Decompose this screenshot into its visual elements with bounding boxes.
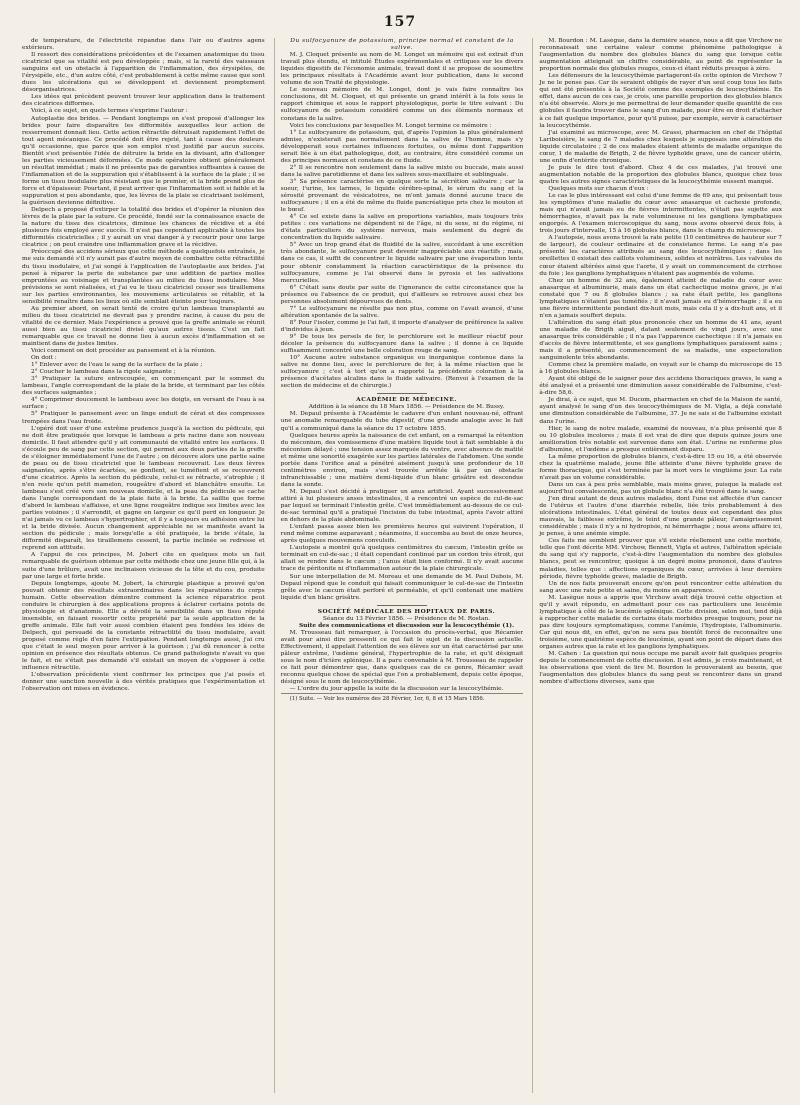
- footnote: (1) Suite. — Voir les numéros des 28 Février, 1er, 6, 8 et 15 Mars 1856.: [281, 693, 524, 703]
- paragraph: 8° Pour l'isoler, comme je l'ai fait, il importe d'analyser de préférence la salive d'individus à jeun.: [280, 319, 524, 333]
- academy-report: [281, 411, 524, 601]
- paragraph: Dans un cas à peu près semblable, mais moins grave, puisque la malade est aujourd'hui convalescente, pas un globule blanc n'a été trouvé dans le sang.: [539, 481, 783, 495]
- paragraph: M. J. Cloquet présente au nom de M. Longet un mémoire qui est extrait d'un travail plus étendu, et intitulé Études expérimentales et critiques sur les divers liquides digestifs de l'économie animale, travail dont il se propose de soumettre les principaux résultats à l'Académie avant leur publication, dans le second volume de son Traité de physiologie.: [280, 52, 524, 87]
- paragraph: 5° Avec un trop grand état de fluidité de la salive, succédant à une excrétion très abondante, le sulfocyanure peut devenir inappréciable aux réactifs ; mais, dans ce cas, il suffit de concentrer le liquide salivaire par une évaporation lente pour obtenir constamment la réaction caractéristique de la présence du sulfocyanure, comme je l'ai observé dans le pyrosis et les salivations mercurielles.: [280, 242, 524, 284]
- paragraph: 4° Ce sel existe dans la salive en proportions variables, mais toujours très petites : ces variations ne dépendent ni de l'âge, ni du sexe, ni du régime, ni d'états particuliers du système nerveux, mais seulement du degré de concentration du liquide salivaire.: [280, 214, 524, 242]
- societe-heading: SOCIÉTÉ MÉDICALE DES HOPITAUX DE PARIS.: [317, 608, 496, 615]
- paragraph: Voici les conclusions par lesquelles M. Longet termine ce mémoire :: [289, 122, 492, 129]
- paragraph: M. Cahen : La question qui nous occupe me paraît avoir fait quelques progrès depuis le commencement de cette discussion. Il est admis, je crois maintenant, et les observations que vient de lire M. Bourdon le prouveraient au besoin, que l'augmentation des globules blancs du sang peut se rencontrer dans un grand nombre d'affections diverses, sans que: [539, 651, 783, 686]
- paragraph: M. Trousseau fait remarquer, à l'occasion du procès-verbal, que Récamier avait pour ainsi dire pressenti ce qui fait le sujet de la discussion actuelle. Effectivement, il appelait l'attention de ses élèves sur un état caractérisé par une pâleur extrême, l'œdème général, l'hypertrophie de la rate, et qu'il désignait sous le nom d'ictère splénique. Il a paru convenable à M. Trousseau de rappeler ce fait pour démontrer que, dans quelques cas de ce genre, Récamier avait reconnu quelque chose de spécial que l'on a probablement, depuis cette époque, désigné sous le nom de leucocythémie.: [280, 629, 524, 686]
- paragraph: L'enfant passa assez bien les premières heures qui suivirent l'opération, il rend même comme auparavant ; néanmoins, il succomba au bout de onze heures, après quelques mouvemens convulsifs.: [280, 524, 524, 545]
- paragraph: Je puis le dire tout d'abord. Chez 4 de ces malades, j'ai trouvé une augmentation notable de la proportion des globules blancs, quoique chez tous quatre les autres signes caractéristiques de la leucocythémie eussent manqué.: [539, 164, 783, 185]
- paragraph: 10° Aucune autre substance organique ou inorganique contenue dans la salive ne donne lieu, avec le perchlorure de fer, à la même réaction que le sulfocyanure ; c'est à tort qu'on a rapporté la précédente coloration à la présence d'acétates alcalins dans le fluide salivaire. (Renvoi à l'examen de la section de médecine et de chirurgie.): [280, 355, 524, 390]
- section-divider: [377, 393, 427, 394]
- paragraph: Ayant été obligé de le saigner pour des accidens thoraciques graves, le sang a été analysé et a présenté une diminution assez considérable de l'albumine, c'est-à-dire 58,6.: [539, 376, 783, 397]
- paragraph: 6° C'était sans doute par suite de l'ignorance de cette circonstance que la présence ou l'absence de ce produit, qui d'ailleurs se retrouve aussi chez les personnes absolument dépourvues de dents.: [280, 284, 524, 305]
- paragraph: A l'autopsie, nous avons trouvé la rate petite (10 centimètres de hauteur sur 7 de largeur), de couleur ordinaire et de consistance ferme. Le sang n'a pas présenté les caractères attribués au sang des leucocythémiques ; dans les oreillettes il existait des caillots volumineux, solides et noirâtres. Les valvules du cœur étaient altérées ainsi que l'aorte, il y avait un commencement de cirrhose du foie ; les ganglions lymphatiques n'étaient pas augmentés de volume.: [539, 235, 783, 277]
- paragraph: 1° Le sulfocyanure de potassium, qui, d'après l'opinion la plus généralement admise, n'existerait pas normalement dans la salive de l'homme, mais s'y développerait sous certaines influences fortuites, ou même dont l'apparition serait liée à un état pathologique, doit, au contraire, être considéré comme un des principes normaux et constans de ce fluide.: [280, 129, 524, 164]
- paragraph: Ces faits me semblent prouver que s'il existe réellement une cette morbide, telle que l'ont décrite MM. Virchow, Bennett, Vigla et autres, l'altération spéciale du sang qui s'y rapporte, c'est-à-dire l'augmentation du nombre des globules blancs, peut se rencontrer, quoique à un degré moins prononcé, dans d'autres maladies, telles que : affections organiques du cœur, arrivées à leur dernière période, fièvre typhoïde grave, maladie de Brigth.: [539, 538, 783, 580]
- paragraph: Il ressort des considérations précédentes et de l'examen anatomique du tissu cicatriciel que sa vitalité est peu développée ; mais, si la rareté des vaisseaux sanguins est un obstacle à l'apparition de l'inflammation, des érysipèles, de l'érysipèle, etc., d'un autre côté, c'est probablement à cette même cause que sont dues les ulcérations qui se développent et deviennent promptement désorganisatrices.: [22, 52, 265, 94]
- paragraph: M. Depaul présente à l'Académie le cadavre d'un enfant nouveau-né, offrant une anomalie remarquable du tube digestif, d'une grande analogie avec le fait qu'il a communiqué dans la séance du 17 octobre 1855.: [280, 411, 524, 432]
- academy-heading: ACADÉMIE DE MÉDECINE.: [356, 397, 457, 404]
- page-number: 157: [383, 14, 417, 30]
- column-1: [22, 38, 265, 1093]
- paragraph: 2° Coucher le lambeau dans la rigole saignante ;: [31, 369, 176, 376]
- paragraph: — L'ordre du jour appelle la suite de la discussion sur la leucocythémie.: [289, 686, 504, 693]
- paragraph: L'observation précédente vient confirmer les principes que j'ai posés et donner une sanction nouvelle à des vérités pratiques que l'expérimentation et l'observation ont mises en évidence.: [22, 672, 265, 693]
- paragraph: Je dirai, à ce sujet, que M. Ducom, pharmacien en chef de la Maison de santé, ayant analysé le sang d'un des leucocythémiques de M. Vigla, a déjà constaté une diminution considérable de l'albumine, 37. Je ne sais si de l'albumine existait dans l'urine.: [539, 397, 783, 425]
- paragraph: Au premier abord, on serait tenté de croire qu'un lambeau transplanté au milieu du tissu cicatriciel ne devrait pas y prendre racine, à cause du peu de vitalité de ce dernier. Mais l'expérience a prouvé que la greffe animale se réunit aussi bien au tissu cicatriciel divisé qu'aux autres tissus. C'est un fait remarquable que ce travail ne donne lieu à aucun excès d'inflammation et se maintient dans de justes limites.: [22, 305, 265, 348]
- paragraph: 7° Le sulfocyanure ne résulte pas non plus, comme on l'avait avancé, d'une altération spontanée de la salive.: [280, 305, 524, 319]
- paragraph: J'en dirai autant de deux autres malades, dont l'une est affectée d'un cancer de l'utérus et l'autre d'une diarrhée rebelle, liée très probablement à des ulcérations intestinales. L'état général de toutes deux est cependant des plus mauvais, la faiblesse extrême, le teint d'une grande pâleur, l'amaigrissement considérable ; mais il n'y a ni hydropisie, ni hémorrhagie ; nous avons affaire ici, je pense, à une anémie simple.: [539, 496, 783, 538]
- paragraph: M. Depaul s'est décidé à pratiquer un anus artificiel. Ayant successivement attiré à lui plusieurs anses intestinales, il a rencontré un espèce de cul-de-sac par lequel se terminait l'intestin grêle. C'est immédiatement au-dessus de ce cul-de-sac terminal qu'il a pratiqué l'incision du tube intestinal, après l'avoir attiré en dehors de la plaie abdominale.: [280, 488, 524, 524]
- paragraph: 5° Pratiquer le pansement avec un linge enduit de cérat et des compresses trempées dans l'eau froide.: [22, 411, 265, 425]
- paragraph: Sur une interpellation de M. Moreau et une demande de M. Paul Dubois, M. Depaul répond que le conduit qui faisait communiquer le cul-de-sac de l'intestin grêle avec le cæcum était perforé et perméable, et qu'il contenait une matière liquide d'un blanc grisâtre.: [280, 573, 524, 601]
- paragraph: J'ai examiné au microscope, avec M. Grassi, pharmacien en chef de l'hôpital Lariboisière, le sang de 7 malades chez lesquels je supposais une altération du liquide circulatoire ; 2 de ces malades étaient atteints de maladie organique du cœur, 1 de maladie de Brigth, 2 de fièvre typhoïde grave, une de cancer utérin, une enfin d'entérite chronique.: [539, 129, 783, 164]
- column-3: [532, 38, 782, 1093]
- paragraph: Quelques heures après la naissance de cet enfant, on a remarqué la rétention du méconium, des vomissemens d'une matière liquide tout à fait semblable à du méconium délayé ; une tension assez marquée du ventre, avec absence de matité et même une sonorité exagérée sur les parties latérales de l'abdomen. Une sonde portée dans l'orifice anal a pénétré aisément jusqu'à une profondeur de 10 centimètres environ, mais s'est trouvée arrêtée là par un obstacle infranchissable ; une matière demi-liquide d'un blanc grisâtre est descendue dans la sonde.: [280, 432, 524, 488]
- article-title-sulfocyanure: Du sulfocyanure de potassium, principe normal et constant de la salive.: [290, 38, 514, 52]
- paragraph: Les défenseurs de la leucocythémie partageront-ils cette opinion de Virchow ? Je ne le pense pas. Car ils seraient obligés de rayer d'un seul coup tous les faits qui ont été présentés à la Société comme des exemples de leucocythémie. En effet, dans aucun de ces cas, je crois, une pareille proportion des globules blancs n'a été observée. Alors je me permettrai de leur demander quelle quantité de ces globules il faudra trouver dans le sang d'un malade, pour être en droit d'attacher à ce fait quelque importance, pour qu'il puisse, par exemple, servir à caractériser la leucocythémie.: [539, 73, 783, 129]
- paragraph: L'opéré doit user d'une extrême prudence jusqu'à la section du pédicule, qui ne doit être pratiquée que lorsque le lambeau a pris racine dans son nouveau domicile. Il faut attendre qu'il y ait communauté de vitalité entre les surfaces. Il s'écoule peu de sang par cette section, qui permet aux deux parties de la greffe de s'éloigner immédiatement l'une de l'autre ; on découvre alors une partie saine de peau ou de tissu cicatriciel que le lambeau recouvrait. Les deux lèvres saignantes, après s'être écartées, se gonflent, se tuméfient et se recouvrent d'une cicatrice. Après la section du pédicule, celui-ci se rétracte, s'atrophie ; il n'en reste qu'un petit mamelon, rougeâtre d'abord et blanchâtre ensuite. Le lambeau s'est créé vers son nouveau domicile, et la peau du pédicule se cache dans l'angle correspondant de la plaie faite à la bride. La saillie que forme d'abord le lambeau s'affaisse, et une ligne rougeâtre indique ses limites avec les parties voisines ; il s'arrondit, et gagne en largeur ce qu'il perd en longueur. Je n'ai jamais vu ce lambeau s'hypertrophier, et il y a toujours eu adhésion entre lui et la bride divisée. Aucun changement appréciable ne se manifeste avant la section du pédicule ; mais lorsqu'elle a été pratiquée, la bride s'étale, la difformité disparaît, les tiraillemens cessent, la partie inclinée se redresse et reprend son attitude.: [22, 425, 265, 552]
- paragraph: Voici, à ce sujet, en quels termes s'exprime l'auteur :: [31, 108, 188, 115]
- paragraph: 9° De tous les persels de fer, le perchlorure est le meilleur réactif pour déceler la présence du sulfocyanure dans la salive ; il donne à ce liquide suffisamment concentré une belle coloration rouge de sang.: [280, 333, 524, 355]
- paragraph: Voici comment on doit procéder au pansement et à la réunion.: [31, 348, 217, 355]
- newspaper-columns: [22, 38, 782, 1093]
- sulfocyanure-intro: [281, 52, 524, 130]
- paragraph: 4° Comprimer doucement le lambeau avec les doigts, en versant de l'eau à sa surface ;: [22, 397, 265, 411]
- academy-session-line: Addition à la séance du 18 Mars 1856. — Présidence de M. Bussy.: [308, 404, 505, 411]
- societe-report: [281, 630, 524, 693]
- paragraph: L'altération du sang était plus prononcée chez un homme de 41 ans, ayant une maladie de Brigth aiguë, datant seulement de vingt jours, avec une anasarque très considérable ; il n'a pas l'apparence cachectique : il n'a jamais eu d'accès de fièvre intermittente, et ses ganglions lymphatiques paraissent sains ; mais il a présenté, au commencement de sa maladie, une expectoration sanguinolente très abondante.: [539, 319, 783, 362]
- paragraph: de température, de l'électricité répandue dans l'air ou d'autres agens extérieurs.: [22, 38, 265, 52]
- column-2: [274, 38, 524, 1093]
- paragraph: La même proportion de globules blancs, c'est-à-dire 15 ou 16, a été observée chez la quatrième malade, jeune fille atteinte d'une fièvre typhoïde grave de forme thoracique, qui s'est terminée par la mort vers le vingtième jour. La rate n'avait pas un volume considérable.: [539, 453, 783, 481]
- paragraph: Hier, le sang de notre malade, examiné de nouveau, n'a plus présenté que 8 ou 10 globules incolores ; mais il est vrai de dire que depuis quinze jours une amélioration très notable est survenue dans son état. L'urine ne renferme plus d'albumine, et l'œdème a presque entièrement disparu.: [539, 425, 783, 453]
- paragraph: 3° Pratiquer la suture entrecoupée, en commençant par le sommet du lambeau, l'angle correspondant de la plaie de la bride, et terminant par les côtés des surfaces saignantes ;: [22, 376, 265, 397]
- paragraph: Delpech a proposé d'extirper la totalité des brides et d'opérer la réunion des lèvres de la plaie par la suture. Ce procédé, fondé sur la connaissance exacte de la nature du tissu des cicatrices, diminue les chances de récidive et a été plusieurs fois employé avec succès. Il n'est pas cependant applicable à toutes les difformités cicatricielles ; il y aurait un vrai danger à y recourir pour une large cicatrice ; on peut craindre une inflammation grave et la récidive.: [22, 207, 265, 249]
- paragraph: Quelques mots sur chacun d'eux :: [548, 185, 649, 192]
- paragraph: Les idées qui précèdent peuvent trouver leur application dans le traitement des cicatrices difformes.: [22, 94, 265, 108]
- paragraph: Chez un homme de 32 ans, également atteint de maladie du cœur avec anasarque et albuminurie, mais dans un état cachectique moins grave, je n'ai constaté que 7 ou 8 globules blancs ; sa rate était petite, les ganglions lymphatiques n'étaient pas tuméfiés ; il n'avait jamais eu d'hémorrhagie ; il a eu une fièvre intermittente pendant dix-huit mois, mais cela il y a dix-huit ans, et il n'en a jamais souffert depuis.: [539, 277, 783, 319]
- paragraph: Depuis longtemps, ajoute M. Jobert, la chirurgie plastique a prouvé qu'on pouvait obtenir des résultats extraordinaires dans les réparations du corps humain. Cette observation démontre comment la science réparatrice peut conduire le chirurgien à des applications propres à éclairer certains points de physiologie et d'anatomie. Elle a dévoilé la sensibilité dans un tissu réputé insensible, en faisant ressortir cette propriété par la seule application de la greffe animale. Elle fait voir aussi combien étaient peu fondées les idées de Delpech, qui persuadé de la constante rétractilité du tissu inodulaire, avait proposé comme règle d'en faire l'extirpation. Pendant longtemps aussi, j'ai cru que c'était le seul moyen pour arriver à la guérison ; j'ai dû renoncer à cette opinion en présence des résultats obtenus. Ce grand pathologiste n'avait vu que le fait, et ne s'était pas demandé s'il existait un moyen de s'opposer à cette influence rétractile.: [22, 580, 265, 672]
- paragraph: Le nouveau mémoire de M. Longet, dont je vais faire connaître les conclusions, dit M. Cloquet, et qui présente un grand intérêt à la fois sous le rapport chimique et sous le rapport physiologique, porte le titre suivant : Du sulfocyanure de potassium considéré comme un des éléments normaux et constans de la salive.: [280, 87, 524, 122]
- paragraph: 1° Enlever avec de l'eau le sang de la surface de la plaie ;: [31, 362, 203, 369]
- paragraph: Préoccupé des accidens sérieux que cette méthode a quelquefois entraînés, je me suis demandé s'il n'y aurait pas d'autre moyen de combattre cette rétractilité du tissu inodulaire, et j'ai songé à l'application de l'autoplastie aux brides. J'ai pensé à réparer la perte de substance par une addition de parties molles empruntées au voisinage et transplantées au milieu du tissu inodulaire. Mes prévisions se sont réalisées, et j'ai vu le tissu cicatriciel cesser ses tiraillemens sur les parties environnantes, les mouvemens articulaires se rétablir, et la sensibilité renaître dans les lieux où elle semblait éteinte pour toujours.: [22, 249, 265, 305]
- sulfocyanure-conclusions: [281, 130, 524, 391]
- paragraph: Comme chez la première malade, on voyait sur le champ du microscope de 15 à 16 globules blancs.: [539, 362, 783, 376]
- paragraph: Le cas le plus intéressant est celui d'une femme de 69 ans, qui présentait tous les symptômes d'une maladie du cœur avec anasarque et cachexie profonde, mais qui n'avait jamais eu de fièvres intermittentes, n'était pas sujette aux hémorrhagies, n'avait pas la rate volumineuse ni les ganglions lymphatiques engorgés. A l'examen microscopique du sang, nous avons observé deux fois, à trois jours d'intervalle, 15 à 16 globules blancs, dans le champ du microscope.: [539, 193, 783, 235]
- paragraph: 3° Sa présence caractérise en quelque sorte la sécrétion salivaire ; car la sueur, l'urine, les larmes, le liquide cérébro-spinal, le sérum du sang et la sérosité provenant de vésicatoires, ne m'ont jamais donné aucune trace de sulfocyanure ; il en a été de même du fluide pancréatique pris chez le mouton et le bœuf.: [280, 178, 524, 214]
- paragraph: M. Bourdon : M. Lasègue, dans la dernière séance, nous a dit que Virchow ne reconnaissait une certaine valeur comme phénomène pathologique à l'augmentation du nombre des globules blancs du sang que lorsque cette augmentation atteignait un chiffre considérable, au point de représenter la proportion normale des globules rouges, ceux-ci étant réduits presque à zéro.: [539, 38, 783, 73]
- paragraph: L'autopsie a montré qu'à quelques centimètres du cæcum, l'intestin grêle se terminait en cul-de-sac ; il était cependant continué par un cordon très étroit, qui allait se rendre dans le cæcum ; l'anus était bien conformé. Il n'y avait aucune trace de péritonite ni d'inflammation autour de la plaie chirurgicale.: [280, 545, 524, 573]
- paragraph: 2° Il se rencontre non seulement dans la salive mixte ou buccale, mais aussi dans la salive parotidienne et dans les salives sous-maxillaire et sublinguale.: [280, 164, 524, 178]
- paragraph: Autoplastie des brides. — Pendant longtemps on s'est proposé d'allonger les brides pour faire disparaître les difformités auxquelles leur action de resserrement donnait lieu. Cette action rétractile détruisait rapidement l'effet de tout agent mécanique. Ce procédé doit être rejeté, tant à cause des douleurs qu'il occasionne, que parce que son emploi n'est justifié par aucun succès. Bientôt s'est présentée l'idée de détruire la bride en la divisant, afin d'allonger les parties vicieusement déformées. Ce mode opératoire obtient généralement un résultat immédiat ; mais il ne présente pas de garanties suffisantes à cause de l'inflammation et de la suppuration qui s'établissent à la surface de la plaie ; il se forme un tissu inodulaire plus résistant que le premier, et la bride prend plus de force et d'épaisseur. Pourtant, il peut arriver que l'inflammation soit si faible et la suppuration si peu abondante, que, les lèvres de la plaie se cicatrisant isolément, la guérison devienne définitive.: [22, 115, 265, 207]
- section-divider: [377, 605, 427, 606]
- paragraph: M. Lasègue nous a appris que Virchow avait déjà trouvé cette objection et qu'il y avait répondu, en admettant pour ces cas particuliers une leucémie lymphatique à côté de la leucémie splénique. Cette division, selon moi, tend déjà à rapprocher cette maladie de certains états morbides presque toujours, pour ne pas dire toujours symptomatiques, comme l'anémie, l'hydropisie, l'albuminurie. Car qui nous dit, en effet, qu'on ne sera pas bientôt forcé de reconnaître une troisième, une quatrième espèce de leucémie, ayant son point de départ dans des organes autres que la rate et les ganglions lymphatiques.: [539, 594, 783, 651]
- paragraph: A l'appui de ces principes, M. Jobert cite en quelques mots un fait remarquable de guérison obtenue par cette méthode chez une jeune fille qui, à la suite d'une brûlure, avait une inclinaison vicieuse de la tête et du cou, produite par une large et forte bride.: [22, 552, 265, 580]
- societe-session-line: Séance du 13 Février 1856. — Présidence de M. Rostan.: [322, 615, 491, 622]
- paragraph: On doit :: [31, 355, 57, 362]
- paragraph: Un de nos faits prouverait encore qu'on peut rencontrer cette altération du sang avec une rate petite et saine, du moins en apparence.: [539, 580, 783, 594]
- societe-topic-title: Suite des communications et discussion sur la leucocythémie (1).: [298, 622, 515, 629]
